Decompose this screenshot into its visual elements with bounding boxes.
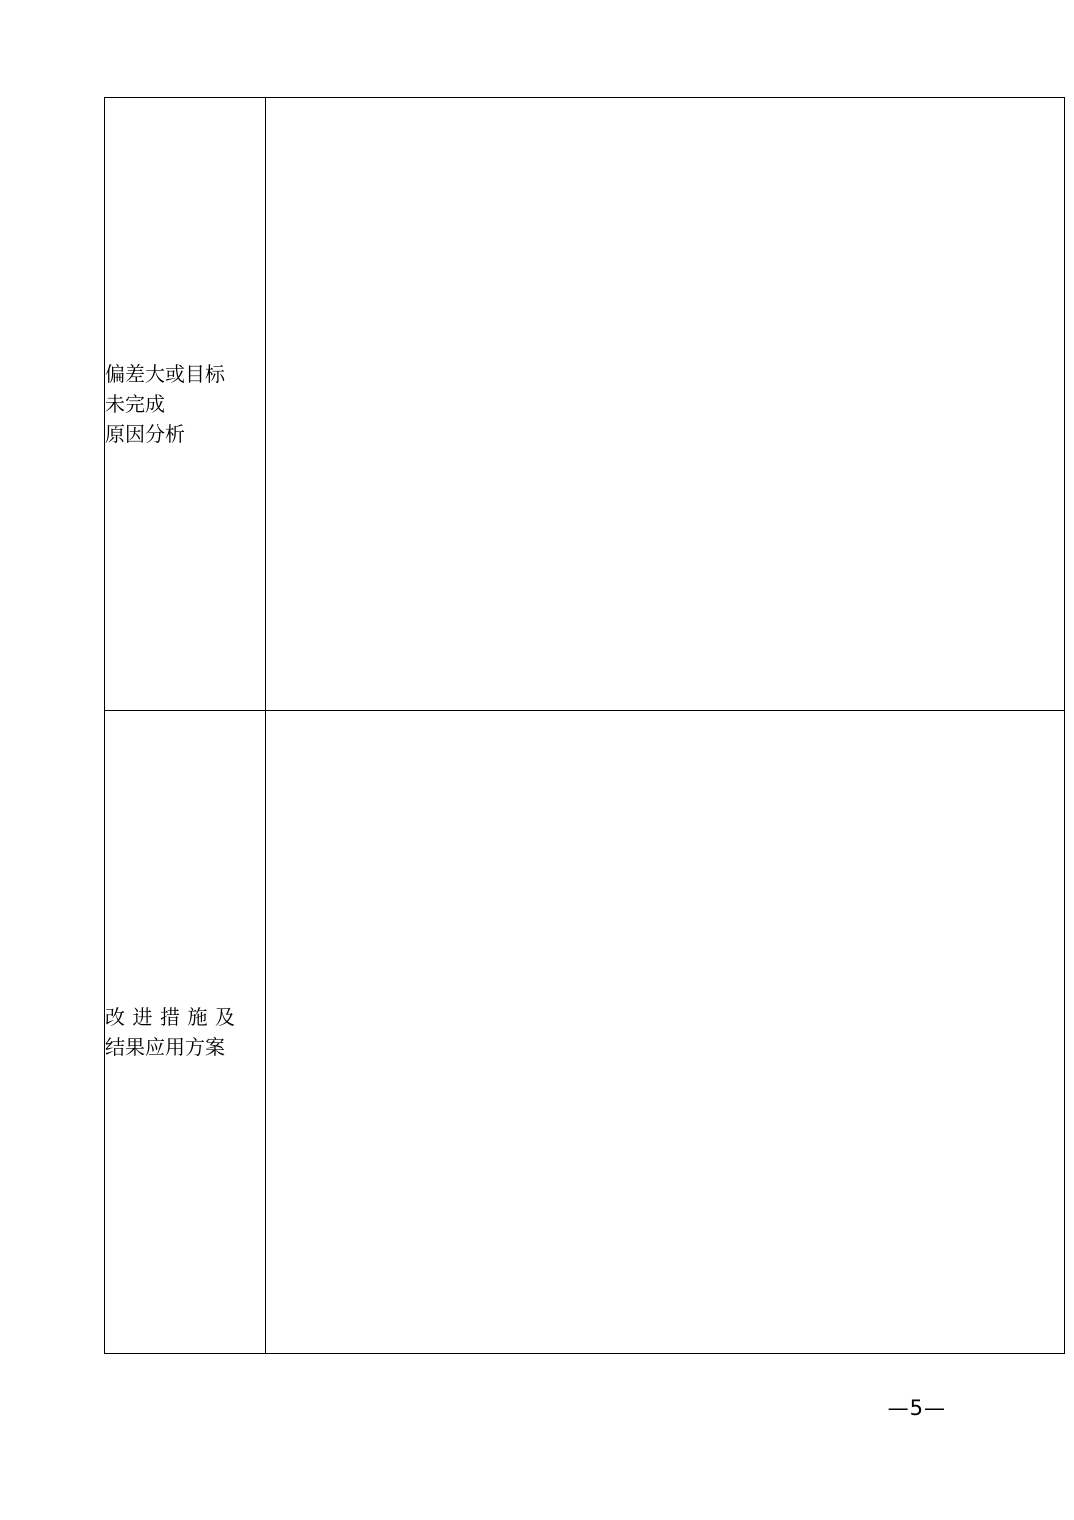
table-row xyxy=(105,98,1065,711)
row-label-improvement-measures xyxy=(105,711,266,1354)
row-content-improvement-measures[interactable] xyxy=(266,711,1065,1354)
form-table xyxy=(104,97,1065,1354)
label-line-1: 偏差大或目标 xyxy=(105,362,225,386)
label-line-3: 原因分析 xyxy=(105,422,185,446)
table-row xyxy=(105,711,1065,1354)
row-label-text xyxy=(105,1002,265,1062)
label-line-2: 未完成 xyxy=(105,392,165,416)
label-line-1: 改进措施及 xyxy=(105,1005,243,1029)
label-line-2: 结果应用方案 xyxy=(105,1035,225,1059)
row-label-cause-analysis xyxy=(105,98,266,711)
row-content-cause-analysis[interactable] xyxy=(266,98,1065,711)
row-label-text xyxy=(105,359,265,449)
content-blank-area[interactable] xyxy=(266,98,1064,710)
content-blank-area[interactable] xyxy=(266,711,1064,1353)
page-number: —5— xyxy=(887,1396,946,1420)
